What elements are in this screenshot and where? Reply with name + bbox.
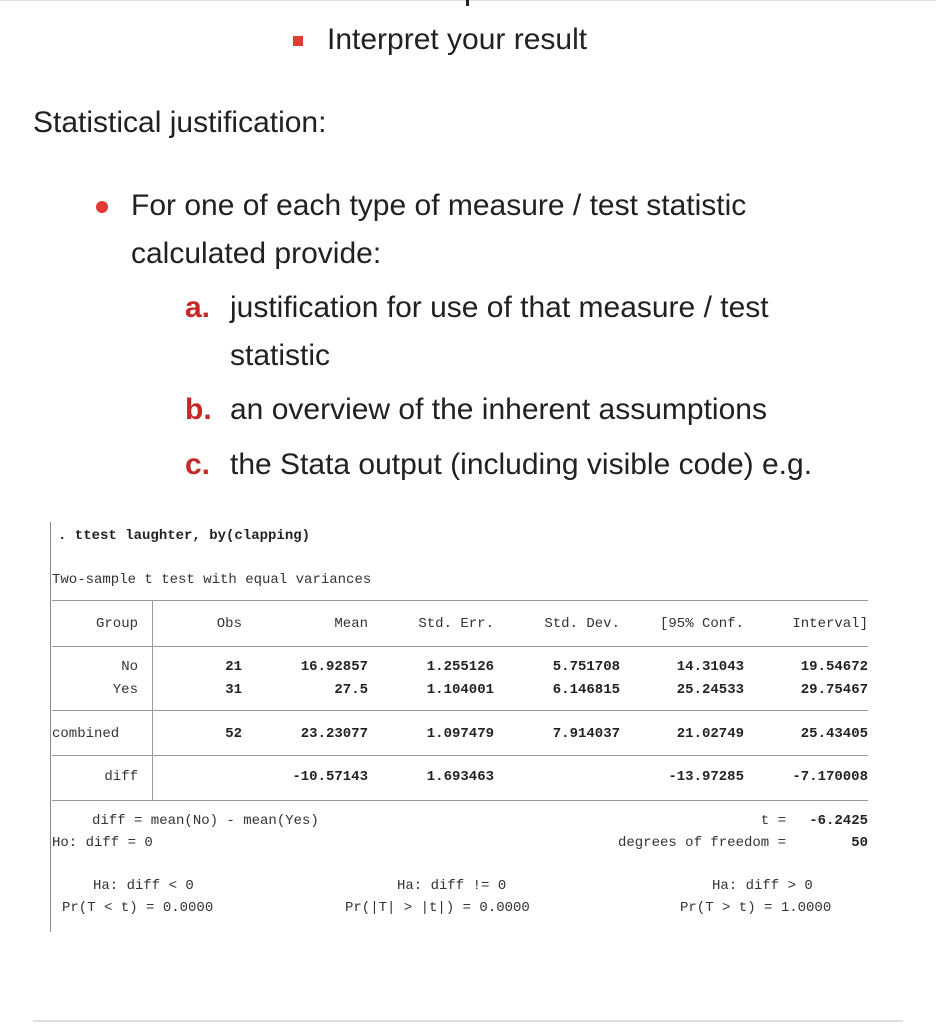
header-sd: Std. Dev. [544,616,620,632]
row-group: Yes [112,682,138,698]
table-group-separator [152,600,153,800]
item-a-line2: statistic [230,339,331,372]
output-left-border [50,522,51,932]
item-letter-c: c. [185,448,211,481]
stata-command: . ttest laughter, by(clapping) [58,528,311,544]
row-group: combined [52,726,120,742]
ha-not-equal: Ha: diff != 0 [397,878,507,894]
t-label: t = [760,813,786,829]
row-group: No [121,659,138,675]
round-bullet-icon [96,201,108,213]
df-value: 50 [851,835,868,851]
row-group: diff [104,769,138,785]
row-ci-high: 19.54672 [800,659,868,675]
bullet-text-line1: For one of each type of measure / test statistic [131,189,747,222]
table-rule-rows [52,710,868,711]
row-ci-high: 29.75467 [800,682,868,698]
row-obs: 31 [225,682,242,698]
item-b-line1: an overview of the inherent assumptions [230,393,767,426]
test-title: Two-sample t test with equal variances [52,572,372,588]
table-rule-bottom [52,800,868,801]
header-group: Group [95,616,138,632]
section-title: Statistical justification: [33,106,327,139]
bullet-text-line2: calculated provide: [131,237,382,270]
header-obs: Obs [216,616,242,632]
table-rule-combined [52,755,868,756]
row-mean: 23.23077 [300,726,368,742]
df-label: degrees of freedom = [617,835,786,851]
cut-off-glyph [466,0,469,6]
item-letter-a: a. [185,291,211,324]
t-value: -6.2425 [809,813,868,829]
row-ci-low: 14.31043 [676,659,744,675]
row-sd: 7.914037 [552,726,620,742]
row-ci-high: -7.170008 [792,769,868,785]
ha-greater: Ha: diff > 0 [712,878,813,894]
table-rule-top [52,600,868,601]
p-greater: Pr(T > t) = 1.0000 [680,900,832,916]
item-letter-b: b. [185,393,212,426]
row-se: 1.104001 [426,682,494,698]
p-not-equal: Pr(|T| > |t|) = 0.0000 [345,900,530,916]
row-ci-low: -13.97285 [668,769,744,785]
header-ci-low: [95% Conf. [659,616,744,632]
row-mean: 27.5 [334,682,368,698]
row-se: 1.255126 [426,659,494,675]
ha-less: Ha: diff < 0 [93,878,194,894]
row-mean: -10.57143 [292,769,368,785]
p-less: Pr(T < t) = 0.0000 [62,900,214,916]
row-se: 1.097479 [426,726,494,742]
row-se: 1.693463 [426,769,494,785]
table-rule-header [52,646,868,647]
diff-definition: diff = mean(No) - mean(Yes) [92,813,319,829]
row-obs: 52 [225,726,242,742]
item-a-line1: justification for use of that measure / test [230,291,769,324]
null-hypothesis: Ho: diff = 0 [52,835,153,851]
header-se: Std. Err. [418,616,494,632]
row-ci-low: 21.02749 [676,726,744,742]
item-c-line1: the Stata output (including visible code) e.g. [230,448,813,481]
row-obs: 21 [225,659,242,675]
header-ci-high: Interval] [792,616,868,632]
bottom-divider [33,1020,903,1022]
row-ci-low: 25.24533 [676,682,744,698]
square-bullet-icon [293,36,303,46]
row-sd: 5.751708 [552,659,620,675]
row-sd: 6.146815 [552,682,620,698]
row-mean: 16.92857 [300,659,368,675]
interpret-result-text: Interpret your result [327,23,588,56]
row-ci-high: 25.43405 [800,726,868,742]
header-mean: Mean [334,616,368,632]
